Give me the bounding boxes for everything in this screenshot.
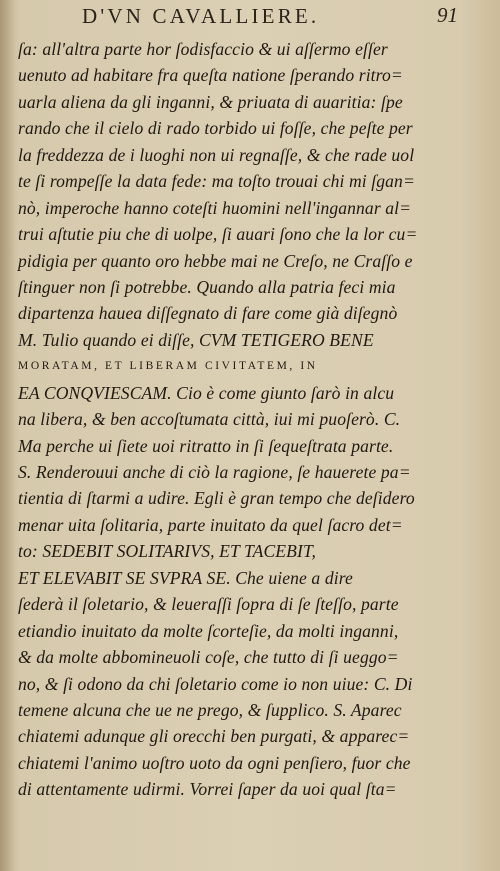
text-line: ſa: all'altra parte hor ſodisfaccio & ui aſſermo eſſer <box>18 39 388 59</box>
page-number: 91 <box>437 3 458 27</box>
text-line: EA CONQVIESCAM. Cio è come giunto ſarò in alcu <box>18 382 395 403</box>
text-line: ET ELEVABIT SE SVPRA SE. Che uiene a dire <box>18 567 353 588</box>
text-line: ſtinguer non ſi potrebbe. Quando alla patria feci mia <box>18 276 396 297</box>
text-line: tientia di ſtarmi a udire. Egli è gran tempo che deſidero <box>18 488 415 509</box>
body-text <box>18 36 484 803</box>
text-line: no, & ſi odono da chi ſoletario come io non uiue: C. Di <box>18 673 413 694</box>
text-line: ſederà il ſoletario, & leueraſſi ſopra di ſe ſteſſo, parte <box>18 594 399 615</box>
text-line: uarla aliena da gli inganni, & priuata di auaritia: ſpe <box>18 91 403 112</box>
text-line: te ſi rompeſſe la data fede: ma toſto trouai chi mi ſgan= <box>18 171 415 192</box>
text-line-capitals: MORATAM, ET LIBERAM CIVITATEM, IN <box>18 360 318 373</box>
text-line: trui aſtutie piu che di uolpe, ſi auari ſono che la lor cu= <box>18 224 418 245</box>
text-line: nò, imperoche hanno coteſti huomini nell'ingannar al= <box>18 197 412 218</box>
text-line: pidigia per quanto oro hebbe mai ne Creſo, ne Craſſo e <box>18 250 413 271</box>
running-head <box>0 2 500 32</box>
text-line: di attentamente udirmi. Vorrei ſaper da uoi qual ſta= <box>18 779 397 800</box>
text-line: & da molte abbomineuoli coſe, che tutto di ſi ueggo= <box>18 647 399 668</box>
text-line: etiandio inuitato da molte ſcorteſie, da molti inganni, <box>18 620 399 641</box>
text-line: menar uita ſolitaria, parte inuitato da quel ſacro det= <box>18 514 403 535</box>
text-line: dipartenza hauea diſſegnato di fare come già diſegnò <box>18 303 398 324</box>
text-line: temene alcuna che ue ne prego, & ſupplico. S. Aparec <box>18 699 402 720</box>
text-line: uenuto ad habitare fra queſta natione ſperando ritro= <box>18 65 403 86</box>
text-line: rando che il cielo di rado torbido ui foſſe, che peſte per <box>18 118 413 139</box>
text-line: chiatemi l'animo uoſtro uoto da ogni penſiero, fuor che <box>18 752 411 773</box>
gutter-shadow <box>0 0 16 871</box>
text-line: chiatemi adunque gli orecchi ben purgati, & apparec= <box>18 726 410 747</box>
text-line: Ma perche ui ſiete uoi ritratto in ſi ſequeſtrata parte. <box>18 435 394 456</box>
text-line: to: SEDEBIT SOLITARIVS, ET TACEBIT, <box>18 541 317 562</box>
running-head-title: D'VN CAVALLIERE. <box>82 4 320 28</box>
text-line: na libera, & ben accoſtumata città, iui mi puoſerò. C. <box>18 409 401 430</box>
text-line: S. Renderouui anche di ciò la ragione, ſe hauerete pa= <box>18 462 411 482</box>
text-line: M. Tulio quando ei diſſe, CVM TETIGERO BENE <box>18 329 374 350</box>
text-line: la freddezza de i luoghi non ui regnaſſe, & che rade uol <box>18 144 415 165</box>
